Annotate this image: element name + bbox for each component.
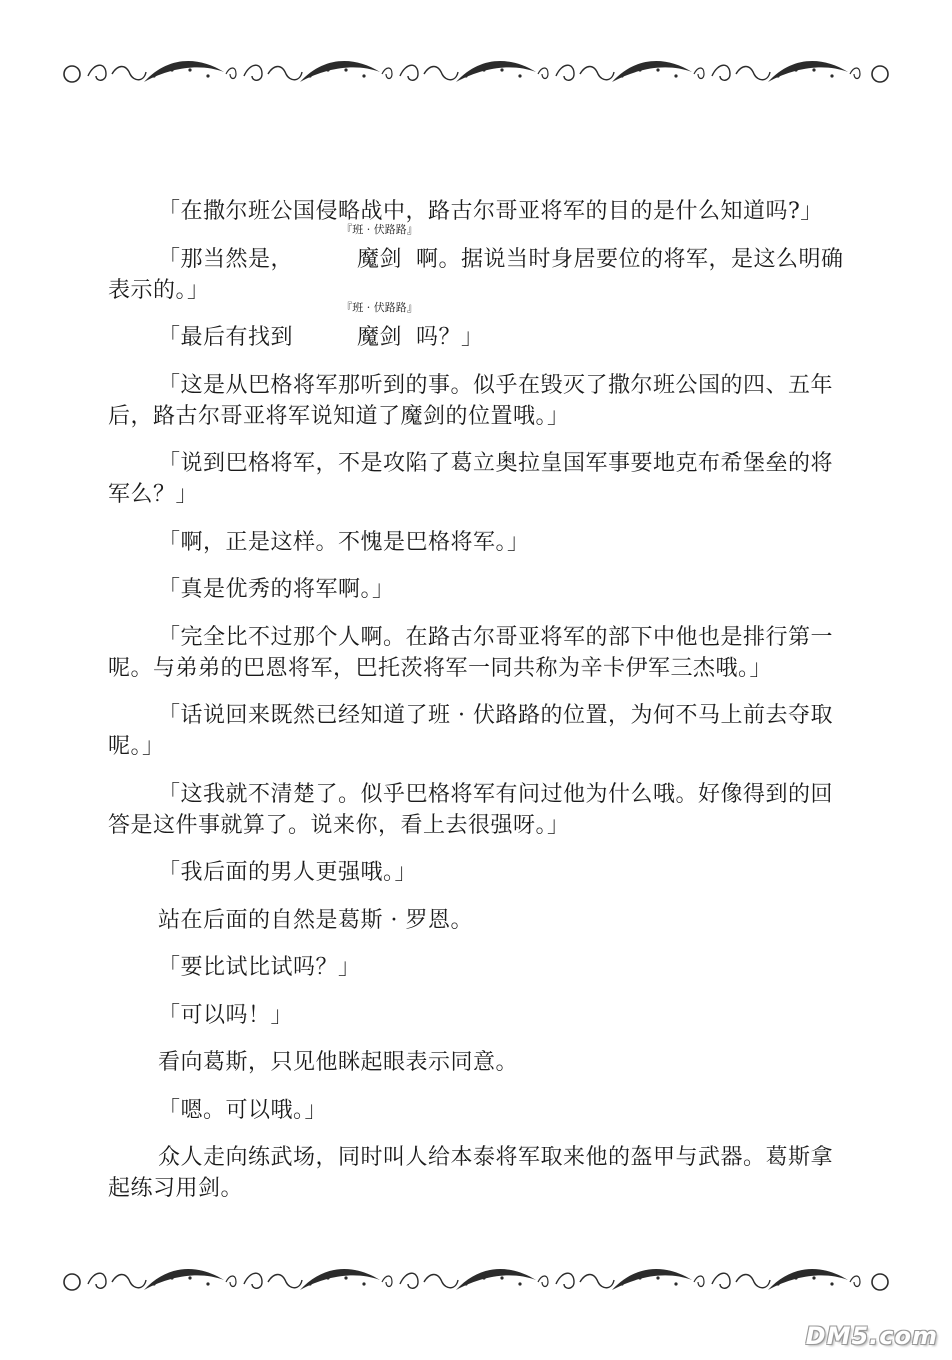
swash-icon: [456, 61, 536, 82]
leaf-dot-icon: [500, 68, 503, 71]
flourish-icon: [226, 1276, 236, 1287]
leaf-dot-icon: [518, 1282, 521, 1285]
paragraph-3-tail: 吗？」: [416, 325, 484, 350]
leaf-dot-icon: [812, 68, 815, 71]
swash-icon: [612, 61, 692, 82]
leaf-dot-icon: [620, 74, 623, 77]
floral-curl-icon: [88, 65, 146, 80]
paragraph-5: 「说到巴格将军，不是攻陷了葛立奥拉皇国军事要地克布希堡垒的将军么？」: [108, 451, 834, 507]
paragraph-3-lead: 「最后有找到: [158, 325, 294, 350]
leaf-dot-icon: [830, 1282, 833, 1285]
flourish-icon: [694, 68, 704, 79]
leaf-dot-icon: [206, 74, 209, 77]
swash-icon: [768, 1269, 848, 1290]
leaf-dot-icon: [794, 1276, 797, 1279]
floral-curl-icon: [244, 1273, 302, 1288]
leaf-dot-icon: [656, 1276, 659, 1279]
swash-icon: [768, 61, 848, 82]
leaf-dot-icon: [674, 74, 677, 77]
floral-curl-icon: [400, 1273, 458, 1288]
leaf-dot-icon: [308, 1282, 311, 1285]
paragraph-11: 「我后面的男人更强哦。」: [158, 860, 418, 885]
leaf-dot-icon: [362, 1282, 365, 1285]
top-ornament-border: [60, 50, 892, 98]
swash-icon: [144, 61, 224, 82]
paragraph-12: 站在后面的自然是葛斯 · 罗恩。: [158, 907, 473, 933]
paragraph-17: 众人走向练武场，同时叫人给本泰将军取来他的盔甲与武器。葛斯拿起练习用剑。: [108, 1145, 834, 1201]
leaf-dot-icon: [464, 1282, 467, 1285]
paragraph-3: [108, 301, 848, 353]
leaf-dot-icon: [638, 68, 641, 71]
leaf-dot-icon: [482, 68, 485, 71]
flourish-icon: [694, 1276, 704, 1287]
ruby-base: 魔剑: [357, 246, 403, 272]
end-scroll-icon: [64, 66, 80, 82]
leaf-dot-icon: [326, 1276, 329, 1279]
ruby-reading: 『班 · 伏路路』: [341, 301, 418, 314]
swash-icon: [456, 1269, 536, 1290]
leaf-dot-icon: [674, 1282, 677, 1285]
leaf-dot-icon: [794, 68, 797, 71]
paragraph-9: 「话说回来既然已经知道了班 · 伏路路的位置，为何不马上前去夺取呢。」: [108, 703, 833, 759]
flourish-icon: [538, 1276, 548, 1287]
floral-curl-icon: [712, 65, 770, 80]
leaf-dot-icon: [308, 74, 311, 77]
leaf-dot-icon: [344, 1276, 347, 1279]
flourish-icon: [382, 1276, 392, 1287]
floral-curl-icon: [556, 1273, 614, 1288]
end-scroll-icon: [872, 66, 888, 82]
leaf-dot-icon: [776, 74, 779, 77]
leaf-dot-icon: [500, 1276, 503, 1279]
swash-icon: [300, 61, 380, 82]
end-scroll-icon: [872, 1274, 888, 1290]
paragraph-1: 「在撒尔班公国侵略战中，路古尔哥亚将军的目的是什么知道吗?」: [158, 199, 823, 224]
leaf-dot-icon: [188, 68, 191, 71]
paragraph-13: 「要比试比试吗？」: [158, 955, 361, 980]
leaf-dot-icon: [812, 1276, 815, 1279]
flourish-icon: [538, 68, 548, 79]
flourish-icon: [850, 68, 860, 79]
paragraph-6: 「啊，正是这样。不愧是巴格将军。」: [158, 529, 530, 555]
leaf-dot-icon: [656, 68, 659, 71]
ruby-mojian: [293, 301, 418, 353]
leaf-dot-icon: [170, 68, 173, 71]
end-scroll-icon: [64, 1274, 80, 1290]
leaf-dot-icon: [170, 1276, 173, 1279]
paragraph-16: 「嗯。可以哦。」: [158, 1097, 328, 1123]
leaf-dot-icon: [620, 1282, 623, 1285]
leaf-dot-icon: [518, 74, 521, 77]
leaf-dot-icon: [482, 1276, 485, 1279]
paragraph-2-tail: 啊。据说当时身居要位的将军，是这么明确表示的。」: [108, 246, 844, 303]
swash-icon: [300, 1269, 380, 1290]
paragraph-14: 「可以吗！」: [158, 1002, 294, 1028]
paragraph-2: [108, 222, 848, 306]
paragraph-10: 「这我就不清楚了。似乎巴格将军有问过他为什么哦。好像得到的回答是这件事就算了。说来你，看上去很强呀。」: [108, 781, 834, 838]
floral-curl-icon: [88, 1273, 146, 1288]
flourish-icon: [226, 68, 236, 79]
leaf-dot-icon: [638, 1276, 641, 1279]
leaf-dot-icon: [344, 68, 347, 71]
bottom-ornament-border: [60, 1258, 892, 1306]
leaf-dot-icon: [188, 1276, 191, 1279]
page-body: [108, 196, 848, 1221]
leaf-dot-icon: [152, 74, 155, 77]
floral-curl-icon: [556, 65, 614, 80]
swash-icon: [612, 1269, 692, 1290]
flourish-icon: [382, 68, 392, 79]
ruby-reading: 『班 · 伏路路』: [341, 222, 418, 236]
leaf-dot-icon: [206, 1282, 209, 1285]
leaf-dot-icon: [362, 74, 365, 77]
floral-curl-icon: [244, 65, 302, 80]
swash-icon: [144, 1269, 224, 1290]
site-watermark: DM5.com: [805, 1322, 938, 1350]
ruby-mojian: [293, 222, 418, 275]
floral-curl-icon: [400, 65, 458, 80]
flourish-icon: [850, 1276, 860, 1287]
floral-curl-icon: [712, 1273, 770, 1288]
paragraph-2-lead: 「那当然是，: [158, 246, 294, 272]
paragraph-4: 「这是从巴格将军那听到的事。似乎在毁灭了撒尔班公国的四、五年后，路古尔哥亚将军说知道了魔剑的位置哦。」: [108, 372, 834, 429]
paragraph-8: 「完全比不过那个人啊。在路古尔哥亚将军的部下中他也是排行第一呢。与弟弟的巴恩将军，巴托茨将军一同共称为辛卡伊军三杰哦。」: [108, 624, 834, 681]
leaf-dot-icon: [776, 1282, 779, 1285]
leaf-dot-icon: [830, 74, 833, 77]
leaf-dot-icon: [152, 1282, 155, 1285]
leaf-dot-icon: [464, 74, 467, 77]
paragraph-7: 「真是优秀的将军啊。」: [158, 577, 395, 602]
leaf-dot-icon: [326, 68, 329, 71]
ruby-base: 魔剑: [357, 325, 403, 350]
paragraph-15: 看向葛斯，只见他眯起眼表示同意。: [158, 1050, 519, 1075]
